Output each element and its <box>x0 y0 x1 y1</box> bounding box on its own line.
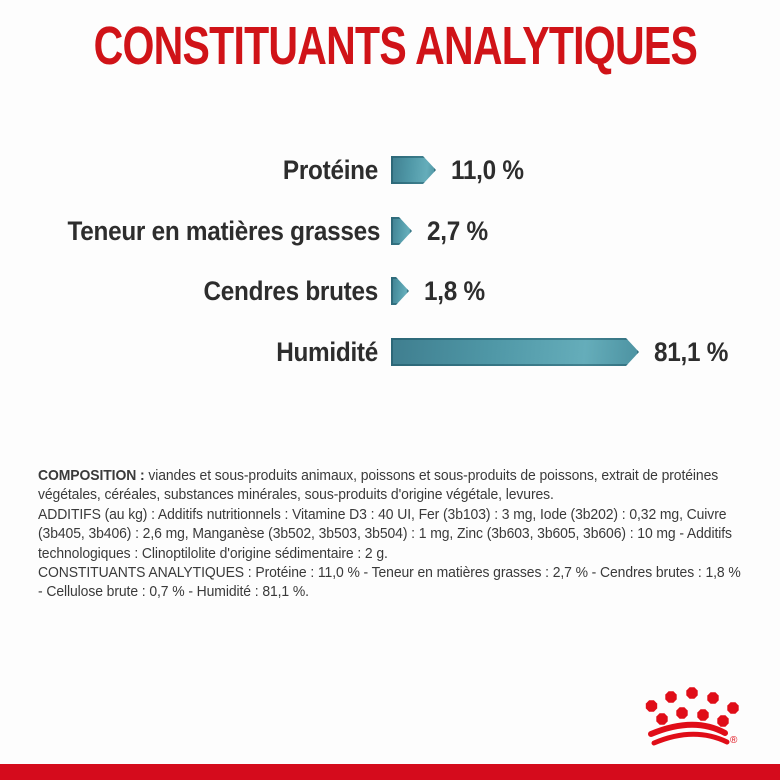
chart-row <box>33 216 495 246</box>
chart-row <box>33 276 492 306</box>
crown-jewel <box>656 713 667 724</box>
royal-canin-crown-logo <box>645 685 745 750</box>
bar-label: Protéine <box>282 154 378 185</box>
chart-row <box>33 155 532 185</box>
bar-label: Teneur en matières grasses <box>67 215 381 246</box>
page-title: CONSTITUANTS ANALYTIQUES <box>93 16 698 76</box>
crown-jewels-icon <box>646 687 739 726</box>
bar-value: 1,8 % <box>424 275 485 306</box>
crown-jewel <box>707 692 718 703</box>
analytical-constituents-paragraph: CONSTITUANTS ANALYTIQUES : Protéine : 11,0 % - Teneur en matières grasses : 2,7 % - Cendres brutes : 1,8 % - Cellulose brute : 0,7 % - Humidité : 81,1 %. <box>38 564 741 601</box>
legal-text-block <box>38 466 747 602</box>
crown-jewel <box>665 691 676 702</box>
composition-body: viandes et sous-produits animaux, poissons et sous-produits de poissons, extrait de protéines végétales, céréales, substances minérales, sous-produits d'origine végétale, levures. <box>38 467 719 504</box>
crown-lower-arc <box>654 734 727 743</box>
crown-jewel <box>646 700 657 711</box>
crown-jewel <box>676 707 687 718</box>
bar <box>391 277 409 305</box>
crown-jewel <box>727 702 738 713</box>
crown-jewel <box>717 715 728 726</box>
bar-value: 2,7 % <box>427 215 488 246</box>
bar-label: Humidité <box>276 336 378 367</box>
registered-mark-icon: ® <box>730 735 738 746</box>
crown-jewel <box>697 709 708 720</box>
red-footer-band <box>0 764 780 780</box>
crown-jewel <box>686 687 697 698</box>
bar-value: 81,1 % <box>654 336 729 367</box>
bar <box>391 217 412 245</box>
bar-value: 11,0 % <box>451 154 524 185</box>
bar <box>391 338 639 366</box>
composition-paragraph <box>38 466 747 505</box>
bar <box>391 156 436 184</box>
chart-row <box>33 337 736 367</box>
additives-paragraph: ADDITIFS (au kg) : Additifs nutritionnels : Vitamine D3 : 40 UI, Fer (3b103) : 3 mg, Iode (3b202) : 0,32 mg, Cuivre (3b405, 3b406) : 2,6 mg, Manganèse (3b502, 3b503, 3b504) : 1 mg, Zinc (3b603, 3b605, 3b606) : 10 mg - Additifs technologiques : Clinoptilolite d'origine sédimentaire : 2 g. <box>38 505 732 562</box>
composition-heading: COMPOSITION : <box>38 467 145 484</box>
bar-label: Cendres brutes <box>203 275 378 306</box>
